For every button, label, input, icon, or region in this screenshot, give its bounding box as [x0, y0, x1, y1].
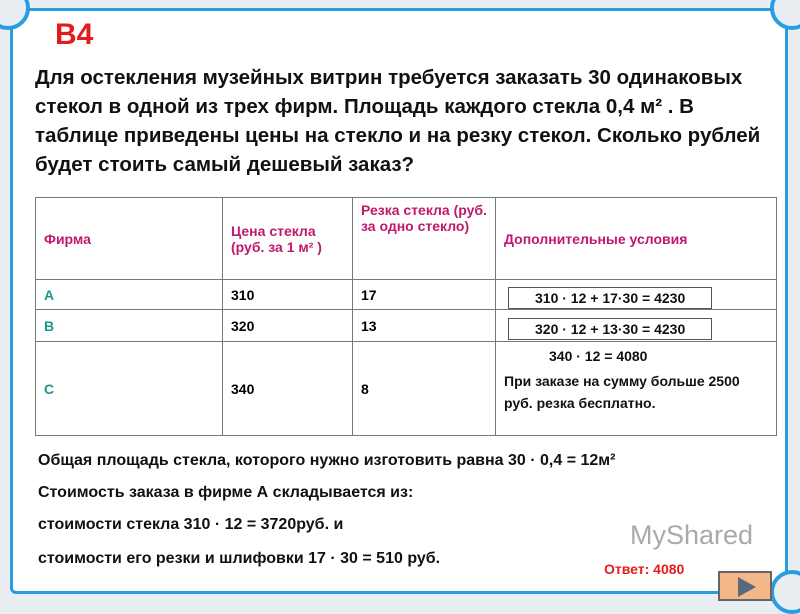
cell-price: 320 [223, 310, 353, 342]
table-row [36, 342, 777, 436]
calc-firm-a: 310 · 12 + 17·30 = 4230 [508, 287, 712, 309]
solution-line: Общая площадь стекла, которого нужно изготовить равна 30 · 0,4 = 12м² [38, 452, 616, 469]
header-firm: Фирма [36, 198, 223, 280]
header-cut: Резка стекла (руб. за одно стекло) [353, 198, 496, 280]
cell-price: 310 [223, 280, 353, 310]
cell-cut: 13 [353, 310, 496, 342]
calc-firm-b: 320 · 12 + 13·30 = 4230 [508, 318, 712, 340]
header-conditions: Дополнительные условия [496, 198, 777, 280]
slide-title: B4 [55, 18, 94, 51]
problem-text: Для остекления музейных витрин требуется заказать 30 одинаковых стекол в одной из трех фирм. Площадь каждого стекла 0,4 м² . В таблице приведены цены на стекло и на резку стекол. Сколько рублей будет стоить самый дешевый заказ? [35, 66, 761, 176]
watermark-logo: MyShared [630, 520, 754, 550]
cell-firm: А [36, 280, 223, 310]
cell-cut: 17 [353, 280, 496, 310]
solution-line: стоимости стекла 310 · 12 = 3720руб. и [38, 516, 344, 533]
cell-cut: 8 [353, 342, 496, 436]
price-table [35, 197, 777, 436]
next-slide-button[interactable] [718, 571, 772, 601]
frame-corner [770, 570, 800, 614]
cell-price: 340 [223, 342, 353, 436]
header-price: Цена стекла (руб. за 1 м² ) [223, 198, 353, 280]
solution-line: стоимости его резки и шлифовки 17 · 30 = 510 руб. [38, 550, 441, 567]
table-header-row [36, 198, 777, 280]
cell-firm: В [36, 310, 223, 342]
answer-text: Ответ: 4080 [604, 561, 685, 577]
cell-firm: С [36, 342, 223, 436]
conditions-text: При заказе на сумму больше 2500 руб. резка бесплатно. [504, 373, 740, 411]
solution-line: Стоимость заказа в фирме А складывается из: [38, 484, 414, 501]
calc-firm-c: 340 · 12 = 4080 [549, 348, 648, 364]
